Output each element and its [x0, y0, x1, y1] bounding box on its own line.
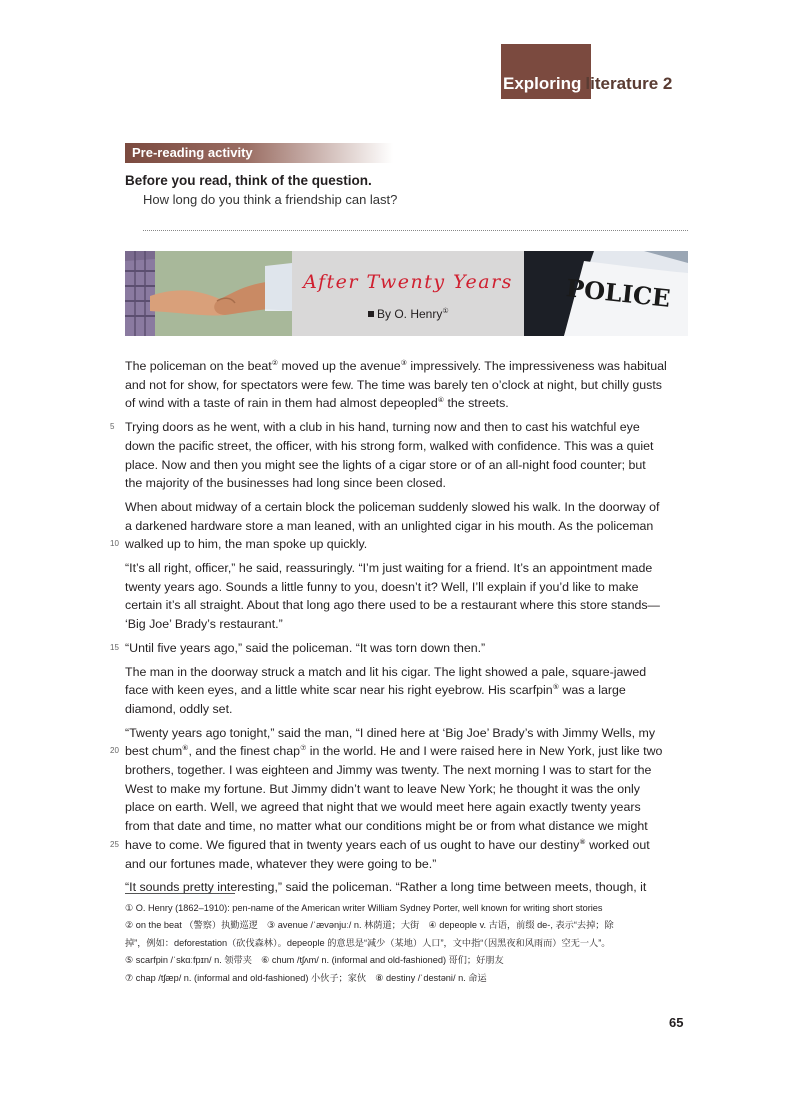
- text-run: The policeman on the beat: [125, 359, 272, 373]
- text-run: The man in the doorway struck a match and lit his cigar. The light showed a pale, square-jawed: [125, 664, 647, 679]
- text-run: Trying doors as he went, with a club in his hand, turning now and then to cast his watchful eye: [125, 420, 640, 435]
- text-line: [110, 742, 688, 761]
- footnote-line: 掉”，例如：deforestation（砍伐森林）。depeople 的意思是“减少（某地）人口”，文中指“（因黑夜和风雨而）空无一人”。: [125, 937, 611, 948]
- header-title-part1: Exploring: [503, 74, 582, 93]
- story-byline: [368, 307, 449, 321]
- text-run: ‘Big Joe’ Brady’s restaurant.”: [125, 617, 283, 632]
- text-line: [125, 394, 688, 413]
- text-run: and our fortunes made, whatever they were going to be.”: [125, 856, 437, 871]
- header-title-part2: literature 2: [585, 74, 673, 93]
- text-line: [125, 780, 688, 799]
- text-line: [125, 817, 688, 836]
- line-number: 5: [110, 422, 115, 432]
- paragraph: [125, 663, 688, 719]
- text-line: [125, 761, 688, 780]
- text-run: best chum: [125, 744, 183, 759]
- text-run: from that date and time, no matter what our conditions might be or from what distance we might: [125, 819, 648, 834]
- police-sign-image: [524, 251, 688, 336]
- text-run: twenty years ago. Sounds a little funny to you, doesn’t it? Well, I’ll explain if you’d like to make: [125, 579, 639, 594]
- footnote-ref: ⑦: [300, 745, 307, 753]
- text-line: [110, 836, 688, 855]
- line-number: 20: [110, 746, 119, 756]
- text-run: place. Now and then you might see the lights of a cigar store or of an all-night food counter; but: [125, 457, 646, 472]
- text-run: brothers, together. I was eighteen and Jimmy was twenty. The next morning I was to start for the: [125, 763, 652, 778]
- text-run: face with keen eyes, and a little white scar near his right eyebrow. His scarfpin: [125, 683, 553, 698]
- handshake-illustration: [125, 251, 292, 336]
- text-run: “It sounds pretty interesting,” said the policeman. “Rather a long time between meets, though, it: [125, 880, 647, 895]
- handshake-image: [125, 251, 292, 336]
- text-line: [125, 474, 688, 493]
- text-line: [125, 456, 688, 475]
- prereading-label-bar: [125, 143, 393, 163]
- text-line: [125, 596, 688, 615]
- text-line: [125, 517, 688, 536]
- prereading-label: Pre-reading activity: [132, 145, 253, 160]
- text-run: in the world. He and I were raised here in New York, just like two: [306, 744, 663, 759]
- square-bullet-icon: [368, 311, 374, 317]
- page-number: 65: [669, 1015, 684, 1030]
- footnote-ref: ③: [400, 359, 407, 367]
- footnotes: [125, 900, 705, 987]
- paragraph: [110, 418, 688, 493]
- text-line: [125, 357, 688, 376]
- text-run: certain it’s all straight. About that long ago there used to be a restaurant where this store stands—: [125, 598, 660, 613]
- text-run: the streets.: [444, 396, 509, 411]
- text-line: [110, 418, 688, 437]
- text-line: [125, 855, 688, 874]
- text-line: [125, 700, 688, 719]
- paragraph: [125, 878, 688, 897]
- text-line: [125, 663, 688, 682]
- line-number: 15: [110, 642, 119, 652]
- story-body: [110, 357, 688, 902]
- text-run: a darkened hardware store a man leaned, with an unlighted cigar in his mouth. As the policeman: [125, 518, 654, 533]
- paragraph: [110, 498, 688, 554]
- story-title: After Twenty Years: [303, 271, 513, 293]
- footnote-ref: ②: [271, 359, 279, 367]
- footnote-line: ① O. Henry (1862–1910): pen-name of the American writer William Sydney Porter, well known for writing short stories: [125, 903, 603, 913]
- text-line: [125, 437, 688, 456]
- text-run: West to make my fortune. But Jimmy didn’t want to leave New York; he thought it was the only: [125, 781, 640, 796]
- text-run: place on earth. Well, we agreed that night that we would meet here again exactly twenty years: [125, 800, 641, 815]
- text-run: impressively. The impressiveness was habitual: [406, 359, 667, 373]
- text-line: [110, 535, 688, 554]
- police-sign-text: POLICE: [564, 273, 672, 313]
- section-header: [503, 74, 672, 94]
- paragraph: [125, 357, 688, 413]
- byline-text: By O. Henry: [377, 307, 443, 321]
- text-run: , and the finest chap: [188, 744, 301, 759]
- text-line: [125, 559, 688, 578]
- text-line: [125, 724, 688, 743]
- text-run: moved up the avenue: [278, 359, 401, 373]
- text-run: “It’s all right, officer,” he said, reassuringly. “I’m just waiting for a friend. It’s an appointment made: [125, 561, 653, 576]
- footnote-rule: [125, 893, 235, 894]
- footnote-ref: ⑥: [182, 745, 189, 753]
- text-run: and not for show, for spectators were few. The time was barely ten o’clock at night, but chilly gusts: [125, 377, 662, 392]
- police-car-illustration: [524, 251, 688, 336]
- text-run: diamond, oddly set.: [125, 701, 233, 716]
- text-run: walked up to him, the man spoke up quickly.: [125, 537, 368, 552]
- text-run: “Until five years ago,” said the policeman. “It was torn down then.”: [125, 640, 486, 655]
- text-line: [125, 878, 688, 897]
- text-run: When about midway of a certain block the policeman suddenly slowed his walk. In the doorway of: [125, 499, 660, 514]
- line-number: 25: [110, 839, 119, 849]
- text-run: of wind with a taste of rain in them had almost depeopled: [125, 396, 438, 411]
- dotted-divider: [143, 230, 688, 231]
- text-line: [125, 615, 688, 634]
- paragraph: [110, 724, 688, 874]
- footnote-line: ⑤ scarfpin /ˈskɑːfpɪn/ n. 领带夹 ⑥ chum /tʃʌm/ n. (informal and old-fashioned) 哥们；好朋友: [125, 955, 504, 966]
- text-run: worked out: [585, 837, 650, 852]
- footnote-ref: ⑤: [552, 684, 559, 692]
- text-run: “Twenty years ago tonight,” said the man, “I dined here at ‘Big Joe’ Brady’s with Jimmy Wells, my: [125, 725, 656, 740]
- prereading-heading: Before you read, think of the question.: [125, 173, 372, 188]
- line-number: 10: [110, 539, 119, 549]
- footnote-line: ② on the beat （警察）执勤巡逻 ③ avenue /ˈævənjuː/ n. 林荫道；大街 ④ depeople v. 古语，前缀 de-, 表示“去掉；除: [125, 920, 614, 931]
- text-line: [110, 639, 688, 658]
- story-title-box: [292, 251, 524, 336]
- story-banner: [125, 251, 688, 336]
- text-run: was a large: [558, 683, 626, 698]
- text-run: have to come. We figured that in twenty years each of us ought to have our destiny: [125, 837, 580, 852]
- text-line: [125, 578, 688, 597]
- text-run: down the pacific street, the officer, with his strong form, walked with confidence. This was a quiet: [125, 438, 654, 453]
- text-line: [125, 498, 688, 517]
- text-line: [125, 376, 688, 395]
- paragraph: [110, 639, 688, 658]
- footnote-line: ⑦ chap /tʃæp/ n. (informal and old-fashioned) 小伙子；家伙 ⑧ destiny /ˈdestəni/ n. 命运: [125, 972, 487, 983]
- text-line: [125, 798, 688, 817]
- text-run: the majority of the businesses had long since been closed.: [125, 476, 446, 491]
- text-line: [125, 681, 688, 700]
- prereading-question: How long do you think a friendship can last?: [143, 192, 398, 207]
- paragraph: [125, 559, 688, 634]
- footnote-ref: ④: [437, 397, 444, 405]
- footnote-ref: ⑧: [579, 838, 586, 846]
- byline-footnote-ref: ①: [442, 308, 449, 315]
